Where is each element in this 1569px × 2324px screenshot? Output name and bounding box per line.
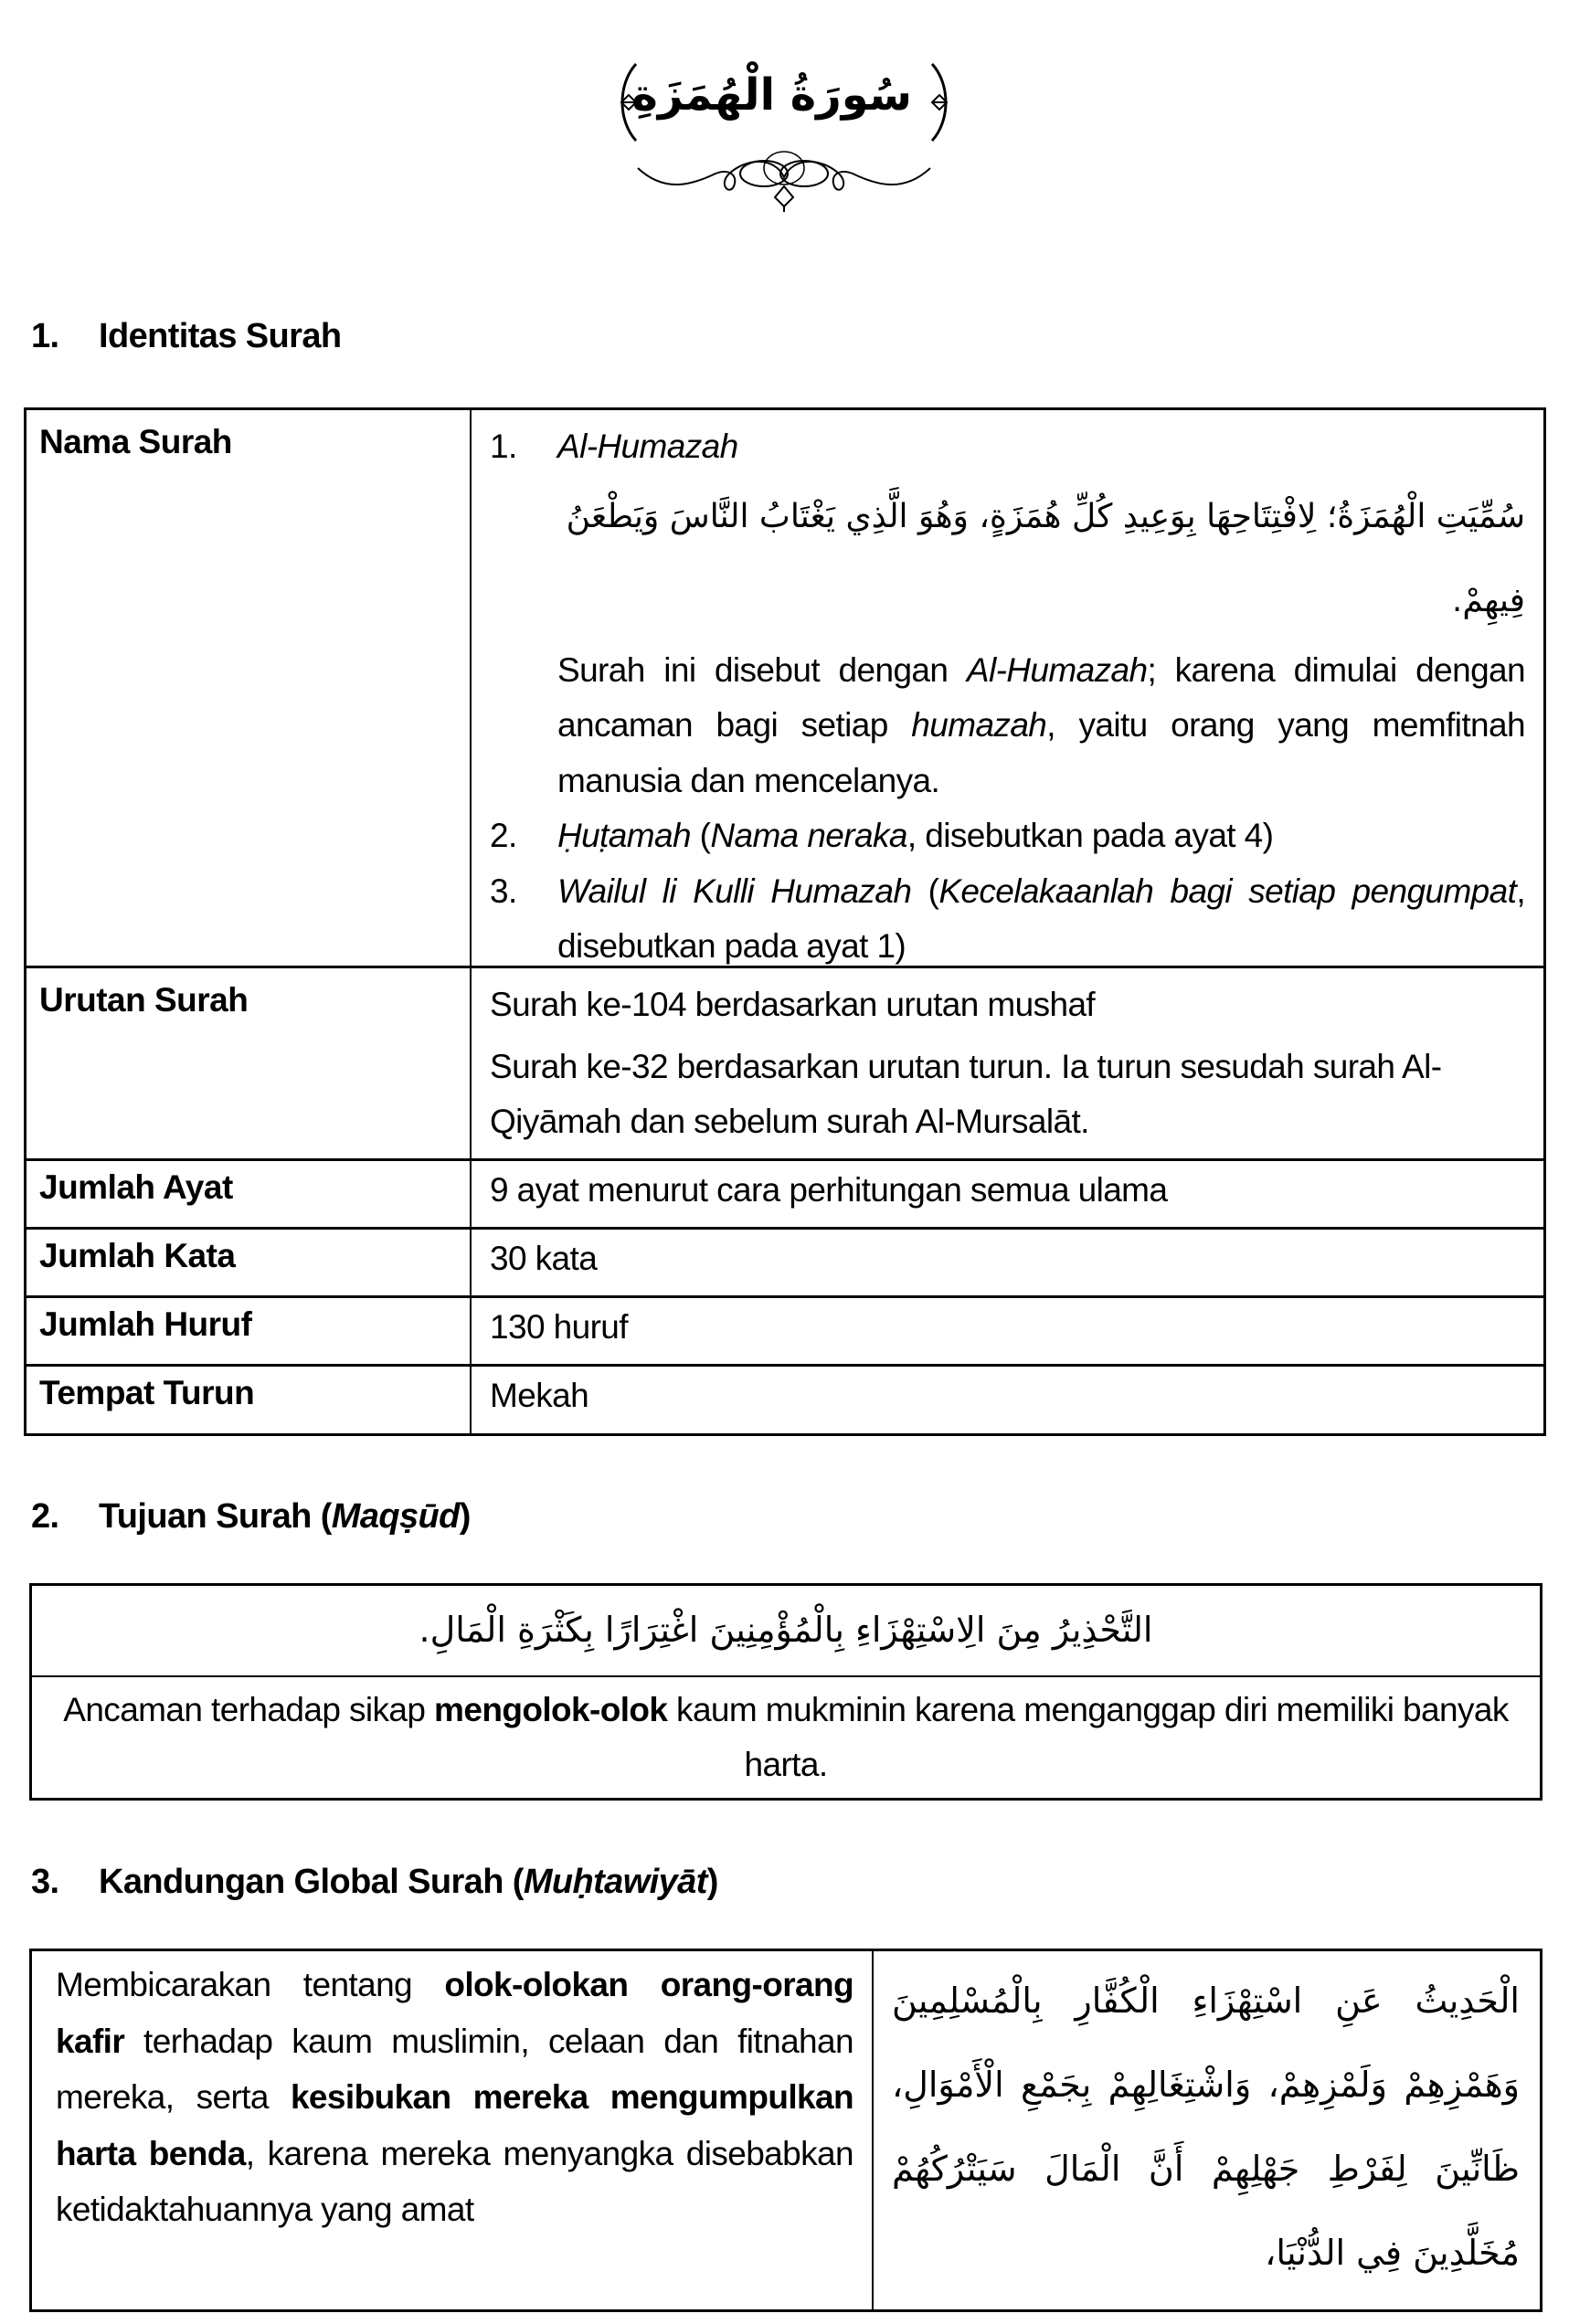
section-title: Kandungan Global Surah ( xyxy=(99,1863,524,1901)
row-value: 9 ayat menurut cara perhitungan semua ulama xyxy=(490,1171,1168,1209)
surah-title-header xyxy=(601,57,967,212)
row-label: Jumlah Kata xyxy=(27,1230,472,1295)
text-italic: humazah xyxy=(911,706,1047,744)
arabic-name-explanation: سُمِّيَتِ الْهُمَزَةُ؛ لِافْتِتَاحِهَا بِوَعِيدِ كُلِّ هُمَزَةٍ، وَهُوَ الَّذِي يَغْتَابُ النَّاسَ وَيَطْعَنُ فِيهِمْ. xyxy=(566,497,1525,619)
section-heading-purpose xyxy=(31,1494,471,1539)
row-value: Mekah xyxy=(490,1377,589,1414)
section-heading-content xyxy=(31,1859,718,1905)
section-title-close: ) xyxy=(706,1863,718,1901)
content-table xyxy=(29,1949,1542,2312)
purpose-translation xyxy=(45,1677,1527,1798)
list-marker: 3. xyxy=(490,872,517,910)
section-heading-identity xyxy=(31,313,342,359)
surah-name-italic: Ḥuṭamah xyxy=(557,817,691,854)
row-label: Urutan Surah xyxy=(27,968,472,1158)
row-value xyxy=(472,968,1543,1158)
table-row-verses xyxy=(27,1161,1543,1230)
surah-title-arabic: سُورَةُ الْهُمَزَةِ xyxy=(631,69,912,121)
order-revelation: Surah ke-32 berdasarkan urutan turun. Ia turun sesudah surah Al-Qiyāmah dan sebelum surah Al-Mursalāt. xyxy=(490,1048,1442,1140)
table-row-order xyxy=(27,968,1543,1161)
surah-name-italic: Al-Humazah xyxy=(557,428,738,465)
content-indonesian xyxy=(32,1951,874,2309)
section-number: 3. xyxy=(31,1863,59,1901)
table-row-name xyxy=(27,410,1543,968)
section-title-italic: Maqṣūd xyxy=(331,1497,460,1536)
row-value: 30 kata xyxy=(490,1240,598,1277)
text-segment: Surah ini disebut dengan xyxy=(557,650,967,689)
text-italic: Kecelakaanlah bagi setiap pengumpat xyxy=(938,872,1517,910)
list-item-name-1 xyxy=(490,419,1525,808)
text-segment: , yaitu orang yang memfitnah manusia dan mencelanya. xyxy=(557,706,1525,799)
text-segment: kaum mukminin karena menganggap diri memiliki banyak harta. xyxy=(667,1691,1509,1783)
row-label: Jumlah Huruf xyxy=(27,1298,472,1364)
purpose-arabic: التَّحْذِيرُ مِنَ الِاسْتِهْزَاءِ بِالْمُؤْمِنِينَ اغْتِرَارًا بِكَثْرَةِ الْمَالِ. xyxy=(32,1586,1540,1677)
row-label: Jumlah Ayat xyxy=(27,1161,472,1227)
list-item-name-2 xyxy=(490,808,1525,864)
text-bold: mengolok-olok xyxy=(434,1691,668,1728)
name-explanation xyxy=(557,643,1525,809)
text-italic: Al-Humazah xyxy=(966,650,1148,689)
row-label: Tempat Turun xyxy=(27,1367,472,1433)
row-value xyxy=(472,410,1543,966)
identity-table xyxy=(24,407,1546,1436)
content-arabic: الْحَدِيثُ عَنِ اسْتِهْزَاءِ الْكُفَّارِ بِالْمُسْلِمِينَ وَهَمْزِهِمْ وَلَمْزِهِمْ، وَاشْتِغَالِهِمْ بِجَمْعِ الْأَمْوَالِ، ظَانِّينَ لِفَرْطِ جَهْلِهِمْ أَنَّ الْمَالَ سَيَتْرُكُهُمْ مُخَلَّدِينَ فِي الدُّنْيَا، xyxy=(892,1981,1520,2273)
section-title: Identitas Surah xyxy=(99,317,342,355)
text-segment: , disebutkan pada ayat 4) xyxy=(906,817,1274,854)
text-segment: terhadap kaum muslimin, celaan dan fitnahan mereka, serta xyxy=(56,2022,853,2116)
list-item-name-3 xyxy=(490,864,1525,975)
section-title: Tujuan Surah ( xyxy=(99,1497,332,1536)
purpose-table xyxy=(29,1583,1542,1801)
section-title-italic: Muḥtawiyāt xyxy=(523,1863,707,1901)
order-mushaf: Surah ke-104 berdasarkan urutan mushaf xyxy=(490,986,1096,1023)
text-segment: ( xyxy=(690,817,711,854)
section-number: 2. xyxy=(31,1497,59,1536)
list-marker: 2. xyxy=(490,817,517,854)
text-segment: Membicarakan tentang xyxy=(56,1966,445,2003)
row-value: 130 huruf xyxy=(490,1308,628,1346)
text-bold: kesibukan mereka mengumpulkan harta benda xyxy=(56,2078,853,2172)
surah-name-italic: Wailul li Kulli Humazah xyxy=(557,872,912,910)
table-row-place xyxy=(27,1367,1543,1433)
text-segment: ( xyxy=(911,872,939,910)
table-row-letters xyxy=(27,1298,1543,1367)
table-row-words xyxy=(27,1230,1543,1298)
section-number: 1. xyxy=(31,317,59,355)
row-label: Nama Surah xyxy=(27,410,472,966)
text-segment: Ancaman terhadap sikap xyxy=(63,1691,435,1728)
text-segment: , karena mereka menyangka disebabkan ketidaktahuannya yang amat xyxy=(56,2134,853,2228)
section-title-close: ) xyxy=(459,1497,471,1536)
text-bold: olok-olokan orang-orang kafir xyxy=(56,1966,854,2060)
text-segment: , disebutkan pada ayat 1) xyxy=(557,872,1525,965)
list-marker: 1. xyxy=(490,428,517,465)
text-segment: ; karena dimulai dengan ancaman bagi setiap xyxy=(557,650,1525,744)
text-italic: Nama neraka xyxy=(710,817,907,854)
